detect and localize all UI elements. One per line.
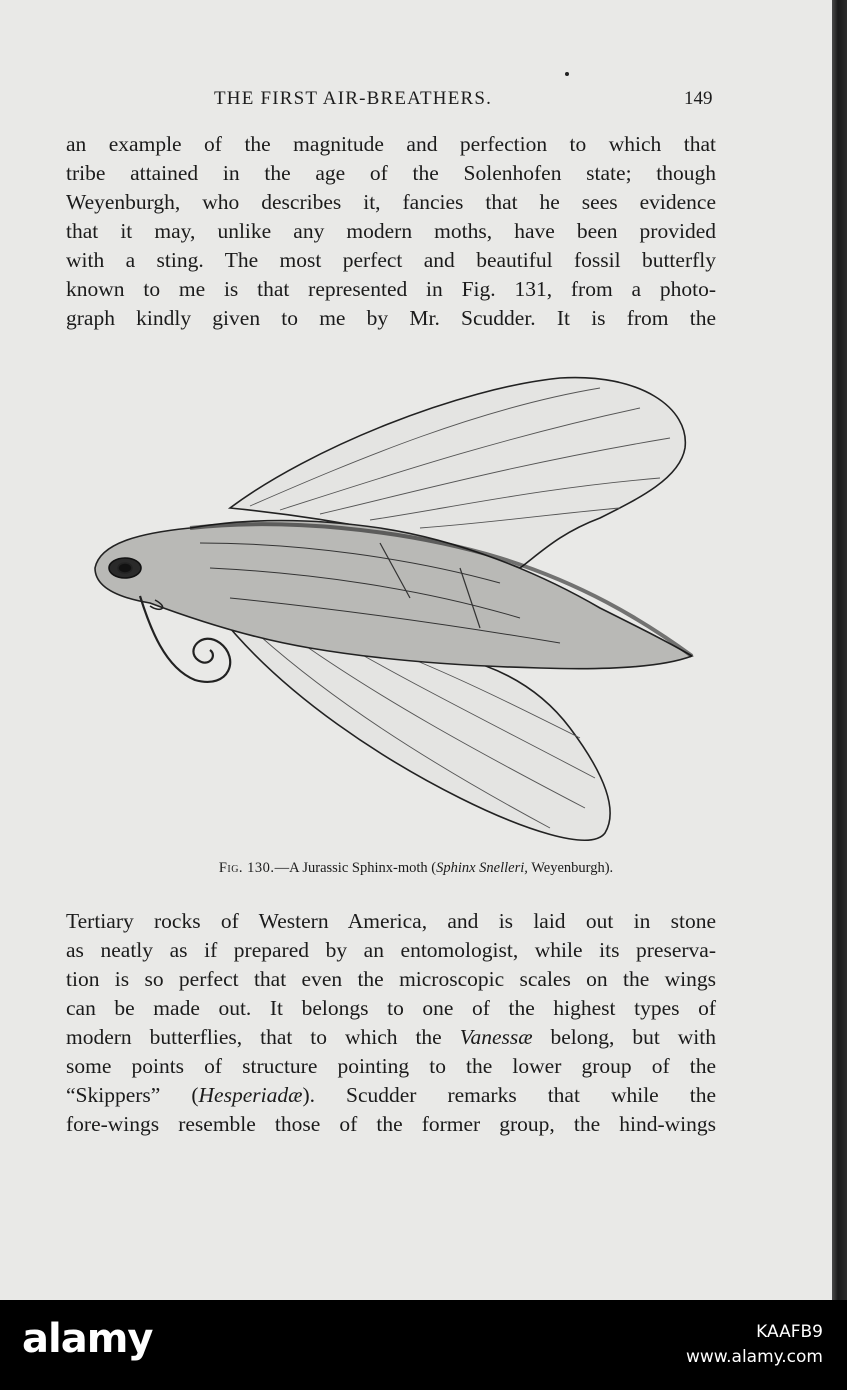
figure-caption <box>0 860 832 877</box>
watermark-image-id: KAAFB9 <box>756 1322 823 1342</box>
text-line: an example of the magnitude and perfection to which that <box>66 132 716 156</box>
text-line: with a sting. The most perfect and beautiful fossil butterfly <box>66 248 716 272</box>
text-run: belong, but with <box>532 1025 716 1049</box>
text-run: modern butterflies, that to which the <box>66 1025 460 1049</box>
text-line: as neatly as if prepared by an entomologist, while its preserva- <box>66 938 716 962</box>
caption-species: Sphinx Snelleri, <box>436 860 528 876</box>
text-line: fore-wings resemble those of the former group, the hind-wings <box>66 1112 716 1136</box>
text-line: known to me is that represented in Fig. 131, from a photo- <box>66 277 716 301</box>
text-line: some points of structure pointing to the lower group of the <box>66 1054 716 1078</box>
text-run: “Skippers” ( <box>66 1083 199 1107</box>
text-line: tion is so perfect that even the microscopic scales on the wings <box>66 967 716 991</box>
text-line: Tertiary rocks of Western America, and is laid out in stone <box>66 909 716 933</box>
text-line: Weyenburgh, who describes it, fancies that he sees evidence <box>66 190 716 214</box>
sphinx-moth-illustration <box>80 368 720 858</box>
caption-author: Weyenburgh). <box>527 860 614 876</box>
caption-text: —A Jurassic Sphinx-moth ( <box>274 860 437 876</box>
moth-engraving <box>80 368 720 858</box>
running-head <box>0 88 832 116</box>
text-line <box>66 1081 716 1110</box>
book-spine-edge <box>832 0 847 1300</box>
italic-term: Hesperiadæ <box>198 1083 303 1107</box>
watermark-url: www.alamy.com <box>685 1347 823 1367</box>
paragraph-top <box>66 130 716 333</box>
page-number: 149 <box>684 88 713 109</box>
text-line: that it may, unlike any modern moths, have been provided <box>66 219 716 243</box>
text-line: graph kindly given to me by Mr. Scudder. It is from the <box>66 306 716 330</box>
italic-term: Vanessæ <box>459 1025 533 1049</box>
running-head-title: THE FIRST AIR-BREATHERS. <box>214 88 493 109</box>
caption-figure-label: Fig. 130. <box>218 860 275 876</box>
text-line: tribe attained in the age of the Solenhofen state; though <box>66 161 716 185</box>
watermark-logo: alamy <box>22 1316 153 1362</box>
paragraph-bottom <box>66 907 716 1139</box>
text-line: can be made out. It belongs to one of the highest types of <box>66 996 716 1020</box>
ink-speck <box>565 72 569 76</box>
text-run: ). Scudder remarks that while the <box>302 1083 716 1107</box>
text-line <box>66 1023 716 1052</box>
